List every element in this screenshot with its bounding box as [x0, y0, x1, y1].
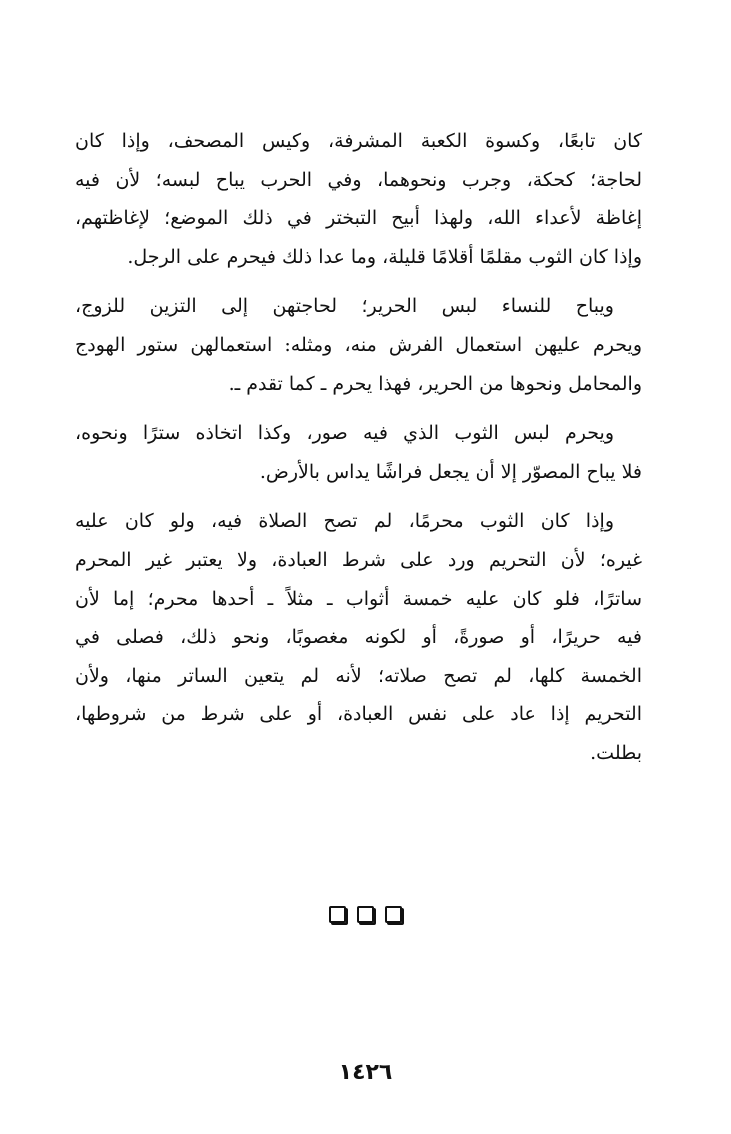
text-line: وإذا كان الثوب محرمًا، لم تصح الصلاة فيه، ولو كان عليه: [75, 510, 614, 533]
paragraph-gap: [75, 276, 642, 287]
text-line: إغاظة لأعداء الله، ولهذا أبيح التبختر في ذلك الموضع؛ لإغاظتهم،: [75, 207, 642, 230]
text-line: فلا يباح المصوّر إلا أن يجعل فراشًا يداس بالأرض.: [259, 460, 642, 483]
square-ornament-icon: [329, 906, 346, 923]
text-line: التحريم إذا عاد على نفس العبادة، أو على شرط من شروطها،: [75, 703, 642, 726]
page-number: ١٤٢٦: [338, 1060, 393, 1085]
paragraph-1: [75, 122, 642, 276]
text-line: الخمسة كلها، لم تصح صلاته؛ لأنه لم يتعين الساتر منها، ولأن: [75, 664, 642, 687]
text-line: ويحرم لبس الثوب الذي فيه صور، وكذا اتخاذه سترًا ونحوه،: [75, 422, 614, 445]
text-line: فيه حريرًا، أو صورةً، أو لكونه مغصوبًا، ونحو ذلك، فصلى في: [75, 626, 642, 649]
section-ornament: [0, 906, 731, 923]
text-line: وإذا كان الثوب مقلمًا أقلامًا قليلة، وما عدا ذلك فيحرم على الرجل.: [127, 245, 642, 268]
text-line: والمحامل ونحوها من الحرير، فهذا يحرم ـ كما تقدم ـ.: [228, 372, 642, 395]
text-line: ويحرم عليهن استعمال الفرش منه، ومثله: استعمالهن ستور الهودج: [75, 333, 642, 356]
paragraph-4: [75, 502, 642, 772]
body-text: [75, 122, 642, 773]
square-ornament-icon: [357, 906, 374, 923]
text-line: ساترًا، فلو كان عليه خمسة أثواب ـ مثلاً ـ أحدها محرم؛ إما لأن: [75, 587, 642, 610]
paragraph-gap: [75, 403, 642, 414]
text-line: كان تابعًا، وكسوة الكعبة المشرفة، وكيس المصحف، وإذا كان: [75, 130, 642, 152]
text-line: ويباح للنساء لبس الحرير؛ لحاجتهن إلى التزين للزوج،: [75, 295, 614, 318]
square-ornament-icon: [385, 906, 402, 923]
text-line: لحاجة؛ كحكة، وجرب ونحوهما، وفي الحرب يباح لبسه؛ لأن فيه: [75, 168, 642, 191]
paragraph-3: [75, 414, 642, 491]
text-line: بطلت.: [590, 741, 642, 764]
paragraph-gap: [75, 491, 642, 502]
text-line: غيره؛ لأن التحريم ورد على شرط العبادة، ولا يعتبر غير المحرم: [75, 548, 642, 571]
paragraph-2: [75, 287, 642, 403]
